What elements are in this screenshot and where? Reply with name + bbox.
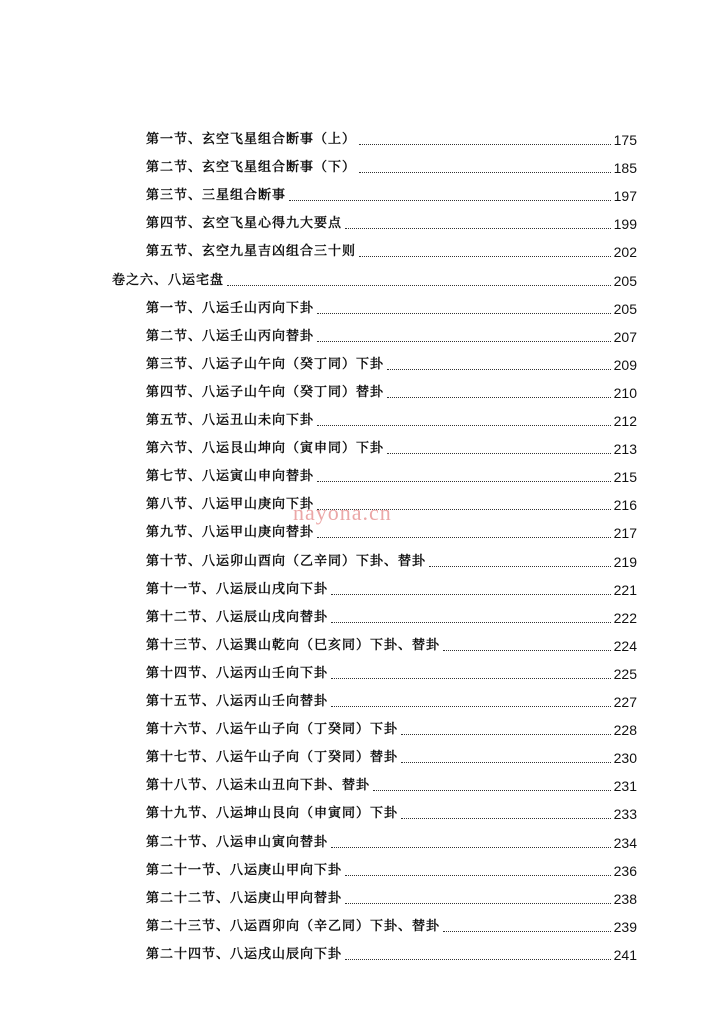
toc-entry-title: 第七节、八运寅山申向替卦	[146, 469, 315, 485]
toc-entry[interactable]	[146, 181, 637, 205]
toc-entry-page: 202	[613, 244, 637, 261]
toc-entry[interactable]	[146, 153, 637, 177]
toc-entry-title: 第二十节、八运申山寅向替卦	[146, 834, 329, 850]
toc-entry[interactable]	[146, 434, 637, 458]
dot-leader	[331, 621, 611, 623]
toc-entry-page: 221	[613, 581, 637, 598]
toc-entry[interactable]	[146, 743, 637, 767]
toc-entry-page: 213	[613, 441, 637, 458]
toc-entry-title: 第五节、玄空九星吉凶组合三十则	[146, 244, 357, 260]
toc-entry-title: 第十二节、八运辰山戌向替卦	[146, 609, 329, 625]
toc-entry-title: 第三节、三星组合断事	[146, 188, 287, 204]
toc-entry-page: 239	[613, 918, 637, 935]
toc-entry-page: 230	[613, 750, 637, 767]
dot-leader	[401, 733, 611, 735]
dot-leader	[331, 846, 611, 848]
dot-leader	[317, 424, 611, 426]
dot-leader	[289, 199, 611, 201]
dot-leader	[317, 480, 611, 482]
toc-entry-page: 241	[613, 946, 637, 963]
toc-entry-title: 第十节、八运卯山酉向（乙辛同）下卦、替卦	[146, 553, 427, 569]
toc-entry-page: 219	[613, 553, 637, 570]
dot-leader	[345, 227, 611, 229]
toc-entry-title: 第六节、八运艮山坤向（寅申同）下卦	[146, 441, 385, 457]
toc-entry-title: 第二十一节、八运庚山甲向下卦	[146, 862, 343, 878]
toc-entry-title: 第十八节、八运未山丑向下卦、替卦	[146, 778, 371, 794]
toc-entry-page: 199	[613, 216, 637, 233]
toc-entry[interactable]	[146, 294, 637, 318]
toc-entry-page: 205	[613, 272, 637, 289]
dot-leader	[317, 508, 611, 510]
dot-leader	[387, 452, 611, 454]
dot-leader	[387, 368, 611, 370]
toc-entry[interactable]	[146, 687, 637, 711]
dot-leader	[227, 284, 611, 286]
dot-leader	[317, 312, 611, 314]
toc-entry-title: 第二十四节、八运戌山辰向下卦	[146, 946, 343, 962]
toc-entry-title: 第二十二节、八运庚山甲向替卦	[146, 890, 343, 906]
watermark: nayona.cn	[293, 500, 392, 525]
toc-entry-title: 第二节、八运壬山丙向替卦	[146, 328, 315, 344]
dot-leader	[373, 789, 611, 791]
dot-leader	[317, 340, 611, 342]
toc-entry-title: 第十三节、八运巽山乾向（巳亥同）下卦、替卦	[146, 637, 441, 653]
toc-entry-page: 217	[613, 525, 637, 542]
toc-entry-title: 第八节、八运甲山庚向下卦	[146, 497, 315, 513]
toc-entry-title: 第五节、八运丑山未向下卦	[146, 413, 315, 428]
toc-entry-title: 第四节、玄空飞星心得九大要点	[146, 216, 343, 232]
toc-entry-page: 227	[613, 694, 637, 710]
dot-leader	[387, 396, 611, 398]
dot-leader	[331, 677, 611, 679]
toc-entry-title: 第十一节、八运辰山戌向下卦	[146, 581, 329, 597]
toc-entry-title: 第一节、八运壬山丙向下卦	[146, 300, 315, 316]
dot-leader	[443, 930, 611, 932]
toc-entry-title: 第三节、八运子山午向（癸丁同）下卦	[146, 356, 385, 372]
toc-entry-title: 第十五节、八运丙山壬向替卦	[146, 694, 329, 709]
toc-entry-page: 207	[613, 328, 637, 345]
toc-entry[interactable]	[146, 462, 637, 486]
toc-entry[interactable]	[146, 547, 637, 571]
dot-leader	[331, 705, 611, 707]
toc-entry-page: 212	[613, 413, 637, 429]
toc-entry[interactable]	[146, 771, 637, 795]
toc-entry[interactable]	[146, 518, 637, 542]
toc-entry[interactable]	[146, 406, 637, 430]
toc-entry-title: 第二节、玄空飞星组合断事（下）	[146, 160, 357, 176]
dot-leader	[317, 536, 611, 538]
dot-leader	[401, 817, 611, 819]
toc-entry[interactable]	[146, 490, 637, 514]
toc-entry[interactable]	[146, 631, 637, 655]
toc-entry-page: 225	[613, 665, 637, 682]
toc-entry[interactable]	[146, 912, 637, 936]
toc-entry-page: 175	[613, 132, 637, 148]
toc-entry[interactable]	[146, 715, 637, 739]
dot-leader	[359, 171, 611, 173]
toc-entry-page: 210	[613, 384, 637, 401]
toc-entry[interactable]	[146, 603, 637, 627]
toc-entry[interactable]	[146, 350, 637, 374]
toc-entry-title: 第十四节、八运丙山壬向下卦	[146, 665, 329, 681]
toc-entry-title: 第一节、玄空飞星组合断事（上）	[146, 132, 357, 147]
toc-entry-page: 236	[613, 862, 637, 879]
dot-leader	[429, 565, 611, 567]
toc-entry-page: 205	[613, 300, 637, 317]
dot-leader	[359, 143, 611, 145]
toc-entry-page: 222	[613, 609, 637, 626]
dot-leader	[401, 761, 611, 763]
toc-entry[interactable]	[146, 659, 637, 683]
toc-entry-page: 231	[613, 778, 637, 795]
toc-entry[interactable]	[146, 125, 637, 149]
toc-entry-page: 228	[613, 722, 637, 739]
toc-entry[interactable]	[146, 799, 637, 823]
dot-leader	[359, 255, 611, 257]
toc-entry-title: 第二十三节、八运酉卯向（辛乙同）下卦、替卦	[146, 918, 441, 934]
toc-entry-page: 215	[613, 469, 637, 486]
dot-leader	[443, 649, 611, 651]
toc-entry-page: 209	[613, 356, 637, 373]
dot-leader	[345, 902, 611, 904]
dot-leader	[345, 958, 611, 960]
toc-entry-page: 197	[613, 188, 637, 205]
toc-entry-title: 第四节、八运子山午向（癸丁同）替卦	[146, 384, 385, 400]
toc-entry[interactable]	[146, 940, 637, 964]
toc-entry[interactable]	[112, 266, 637, 290]
toc-entry-page: 234	[613, 834, 637, 851]
toc-entry[interactable]	[146, 322, 637, 346]
toc-entry[interactable]	[146, 828, 637, 852]
toc-entry-page: 238	[613, 890, 637, 907]
toc-entry[interactable]	[146, 575, 637, 599]
toc-entry[interactable]	[146, 209, 637, 233]
toc-entry-title: 卷之六、八运宅盘	[112, 272, 225, 288]
toc-entry-title: 第十六节、八运午山子向（丁癸同）下卦	[146, 722, 399, 738]
toc-entry[interactable]	[146, 856, 637, 880]
toc-entry-page: 224	[613, 637, 637, 654]
toc-entry-title: 第九节、八运甲山庚向替卦	[146, 525, 315, 541]
toc-entry[interactable]	[146, 378, 637, 402]
toc-entry-page: 185	[613, 160, 637, 177]
toc-entry-page: 216	[613, 497, 637, 514]
dot-leader	[345, 874, 611, 876]
toc-entry[interactable]	[146, 884, 637, 908]
toc-entry[interactable]	[146, 237, 637, 261]
dot-leader	[331, 593, 611, 595]
toc-entry-title: 第十九节、八运坤山艮向（申寅同）下卦	[146, 806, 399, 822]
toc-entry-title: 第十七节、八运午山子向（丁癸同）替卦	[146, 750, 399, 766]
toc-entry-page: 233	[613, 806, 637, 823]
